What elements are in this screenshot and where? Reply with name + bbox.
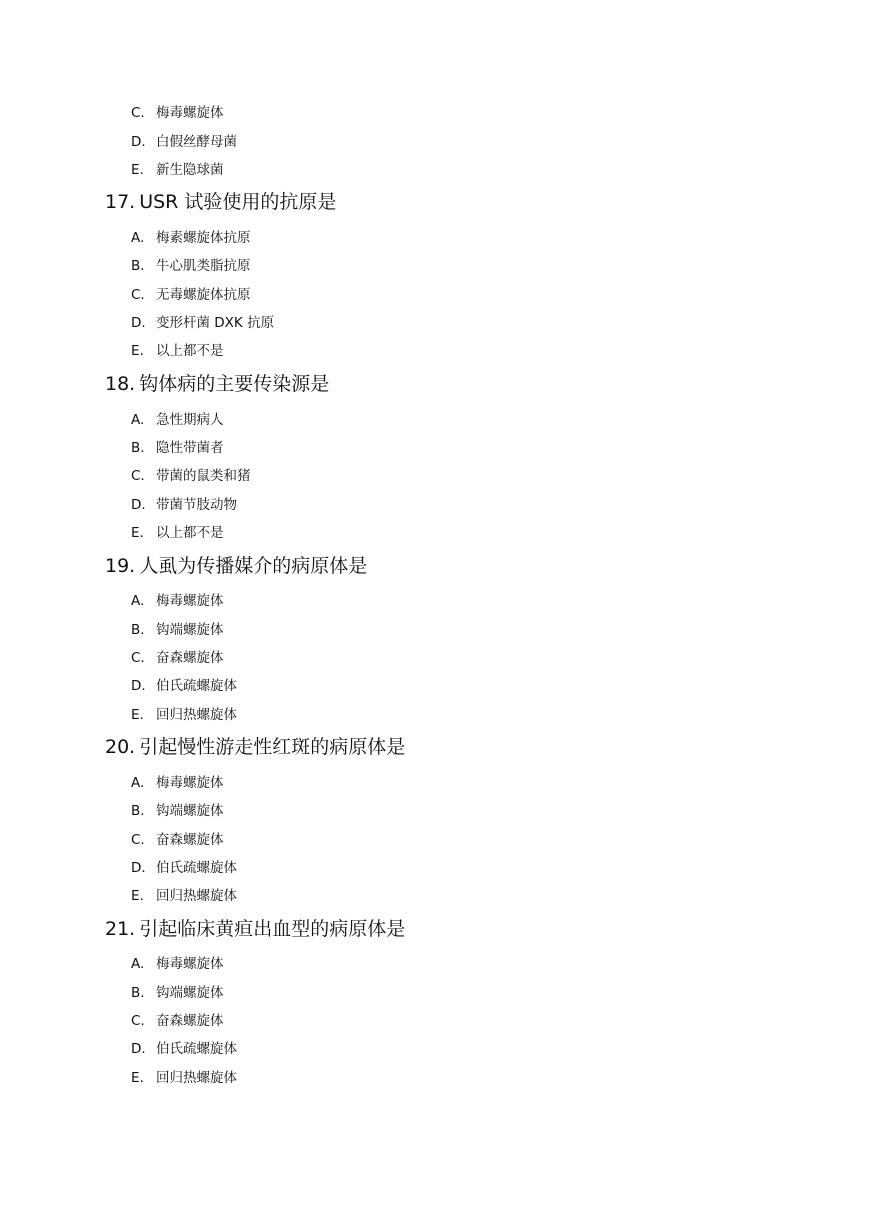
- question-heading: [105, 917, 405, 941]
- option-text: 白假丝酵母菌: [156, 134, 237, 150]
- option-text: 梅毒螺旋体: [156, 593, 224, 609]
- option-text: 钩端螺旋体: [156, 803, 224, 819]
- option-text: 回归热螺旋体: [156, 707, 237, 723]
- option-letter: A.: [131, 593, 145, 609]
- option-letter: E.: [131, 162, 144, 178]
- option-text: 以上都不是: [156, 525, 224, 541]
- option-text: 伯氏疏螺旋体: [156, 860, 237, 876]
- option-text: 变形杆菌 DXK 抗原: [156, 315, 275, 331]
- option-letter: A.: [131, 230, 145, 246]
- option-letter: C.: [131, 650, 145, 666]
- question-number: 18.: [105, 373, 136, 395]
- option-item: [131, 649, 224, 667]
- option-item: [131, 774, 224, 792]
- question-text: USR 试验使用的抗原是: [139, 191, 337, 213]
- question-heading: [105, 735, 405, 759]
- option-text: 梅毒螺旋体: [156, 105, 224, 121]
- option-text: 伯氏疏螺旋体: [156, 1041, 237, 1057]
- option-letter: B.: [131, 258, 145, 274]
- option-item: [131, 984, 224, 1002]
- option-item: [131, 496, 237, 514]
- option-item: [131, 859, 237, 877]
- question-number: 19.: [105, 555, 136, 577]
- option-text: 梅毒螺旋体: [156, 956, 224, 972]
- question-number: 21.: [105, 918, 136, 940]
- option-letter: C.: [131, 287, 145, 303]
- option-text: 钩端螺旋体: [156, 985, 224, 1001]
- option-item: [131, 831, 224, 849]
- option-letter: C.: [131, 1013, 145, 1029]
- option-item: [131, 467, 251, 485]
- option-letter: D.: [131, 1041, 146, 1057]
- option-text: 奋森螺旋体: [156, 832, 224, 848]
- option-item: [131, 524, 224, 542]
- question-heading: [105, 554, 367, 578]
- option-item: [131, 802, 224, 820]
- option-letter: E.: [131, 343, 144, 359]
- option-letter: C.: [131, 832, 145, 848]
- option-letter: B.: [131, 440, 145, 456]
- option-text: 梅素螺旋体抗原: [156, 230, 251, 246]
- option-item: [131, 286, 251, 304]
- option-item: [131, 887, 237, 905]
- option-text: 新生隐球菌: [156, 162, 224, 178]
- option-text: 奋森螺旋体: [156, 1013, 224, 1029]
- option-letter: B.: [131, 622, 145, 638]
- question-heading: [105, 372, 329, 396]
- option-item: [131, 257, 251, 275]
- question-heading: [105, 190, 336, 214]
- option-text: 钩端螺旋体: [156, 622, 224, 638]
- option-item: [131, 229, 251, 247]
- option-letter: B.: [131, 803, 145, 819]
- question-number: 20.: [105, 736, 136, 758]
- option-item: [131, 677, 237, 695]
- option-letter: D.: [131, 134, 146, 150]
- option-letter: D.: [131, 497, 146, 513]
- option-letter: D.: [131, 315, 146, 331]
- option-item: [131, 621, 224, 639]
- option-text: 带菌的鼠类和猪: [156, 468, 251, 484]
- option-text: 急性期病人: [156, 412, 224, 428]
- option-item: [131, 955, 224, 973]
- option-text: 牛心肌类脂抗原: [156, 258, 251, 274]
- option-item: [131, 161, 224, 179]
- option-item: [131, 439, 224, 457]
- option-text: 回归热螺旋体: [156, 1070, 237, 1086]
- question-number: 17.: [105, 191, 136, 213]
- option-letter: E.: [131, 707, 144, 723]
- question-text: 引起慢性游走性红斑的病原体是: [139, 736, 406, 758]
- option-text: 无毒螺旋体抗原: [156, 287, 251, 303]
- option-letter: D.: [131, 860, 146, 876]
- question-text: 人虱为传播媒介的病原体是: [139, 555, 368, 577]
- option-item: [131, 342, 224, 360]
- option-text: 回归热螺旋体: [156, 888, 237, 904]
- option-item: [131, 314, 274, 332]
- option-text: 奋森螺旋体: [156, 650, 224, 666]
- question-text: 钩体病的主要传染源是: [139, 373, 330, 395]
- option-text: 以上都不是: [156, 343, 224, 359]
- option-letter: A.: [131, 956, 145, 972]
- option-letter: E.: [131, 1070, 144, 1086]
- option-letter: A.: [131, 775, 145, 791]
- option-letter: A.: [131, 412, 145, 428]
- option-letter: C.: [131, 468, 145, 484]
- option-item: [131, 1040, 237, 1058]
- option-item: [131, 592, 224, 610]
- option-letter: E.: [131, 888, 144, 904]
- option-item: [131, 104, 224, 122]
- option-letter: D.: [131, 678, 146, 694]
- option-letter: B.: [131, 985, 145, 1001]
- option-text: 伯氏疏螺旋体: [156, 678, 237, 694]
- option-text: 梅毒螺旋体: [156, 775, 224, 791]
- option-item: [131, 706, 237, 724]
- question-text: 引起临床黄疸出血型的病原体是: [139, 918, 406, 940]
- option-item: [131, 411, 224, 429]
- option-text: 带菌节肢动物: [156, 497, 237, 513]
- option-item: [131, 1012, 224, 1030]
- option-item: [131, 1069, 237, 1087]
- option-letter: E.: [131, 525, 144, 541]
- option-item: [131, 133, 237, 151]
- option-letter: C.: [131, 105, 145, 121]
- option-text: 隐性带菌者: [156, 440, 224, 456]
